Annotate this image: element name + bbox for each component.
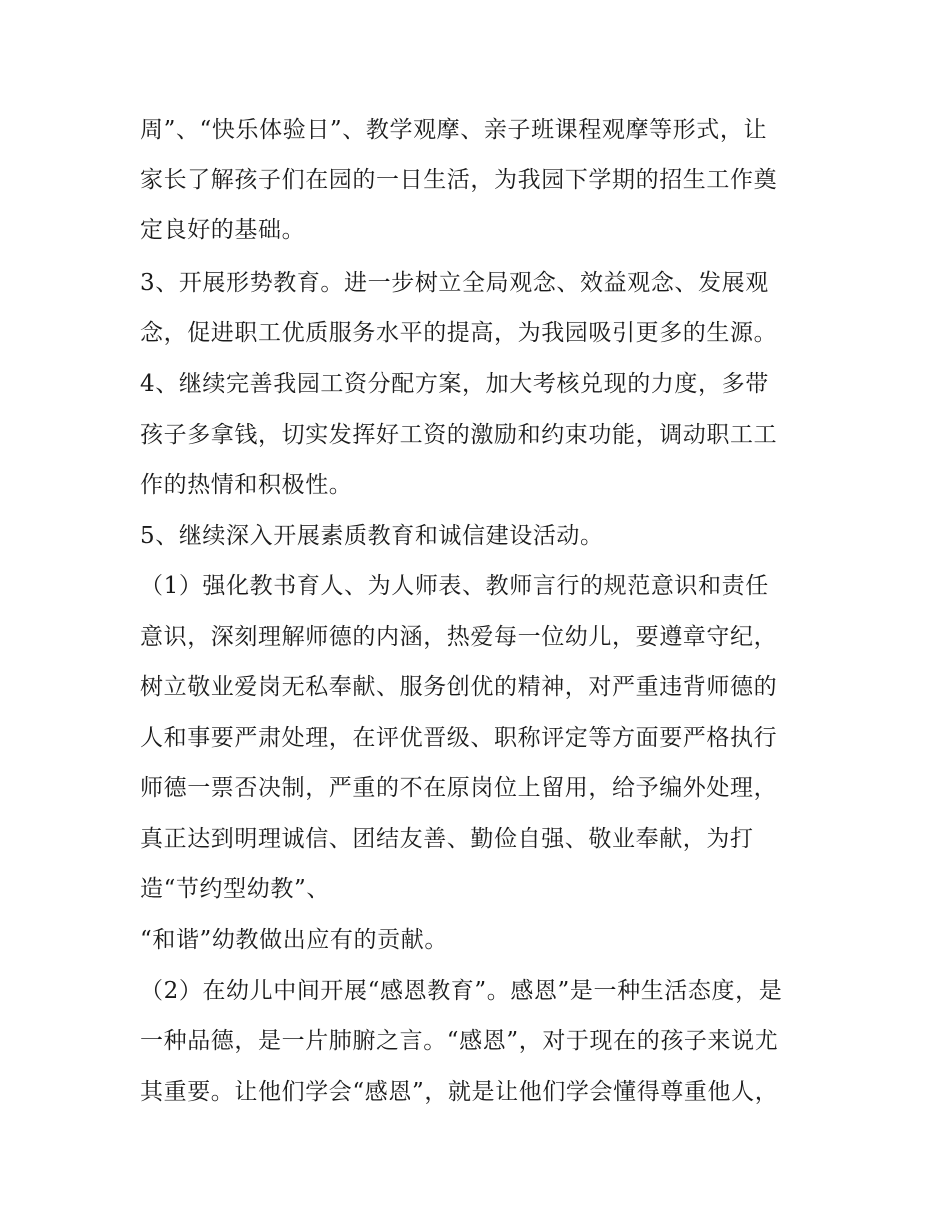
text-line: （2）在幼儿中间开展“感恩教育”。感恩”是一种生活态度，是 (140, 978, 783, 1004)
text-line: 真正达到明理诚信、团结友善、勤俭自强、敬业奉献，为打 (140, 826, 754, 852)
text-line: 3、开展形势教育。进一步树立全局观念、效益观念、发展观 (140, 270, 769, 296)
text-line: 人和事要严肃处理，在评优晋级、职称评定等方面要严格执行 (140, 725, 778, 751)
text-line: 5、继续深入开展素质教育和诚信建设活动。 (140, 523, 604, 549)
text-line: 其重要。让他们学会“感恩”，就是让他们学会懂得尊重他人， (140, 1079, 779, 1105)
text-line: 周”、“快乐体验日”、教学观摩、亲子班课程观摩等形式，让 (140, 117, 768, 143)
text-line: 家长了解孩子们在园的一日生活，为我园下学期的招生工作奠 (140, 167, 778, 193)
text-line: “和谐”幼教做出应有的贡献。 (140, 927, 448, 953)
text-line: 作的热情和积极性。 (140, 472, 353, 498)
text-line: 孩子多拿钱，切实发挥好工资的激励和约束功能，调动职工工 (140, 422, 778, 448)
text-line: 4、继续完善我园工资分配方案，加大考核兑现的力度，多带 (140, 371, 769, 397)
text-line: 念，促进职工优质服务水平的提高，为我园吸引更多的生源。 (140, 320, 778, 346)
text-line: 定良好的基础。 (140, 217, 306, 243)
text-line: 一种品德，是一片肺腑之言。“感恩”，对于现在的孩子来说尤 (140, 1028, 779, 1054)
text-line: 树立敬业爱岗无私奉献、服务创优的精神，对严重违背师德的 (140, 674, 778, 700)
text-line: （1）强化教书育人、为人师表、教师言行的规范意识和责任 (140, 573, 769, 599)
text-line: 师德一票否决制，严重的不在原岗位上留用，给予编外处理， (140, 775, 778, 801)
text-line: 造“节约型幼教”、 (140, 876, 330, 902)
text-line: 意识，深刻理解师德的内涵，热爱每一位幼儿，要遵章守纪， (140, 624, 778, 650)
